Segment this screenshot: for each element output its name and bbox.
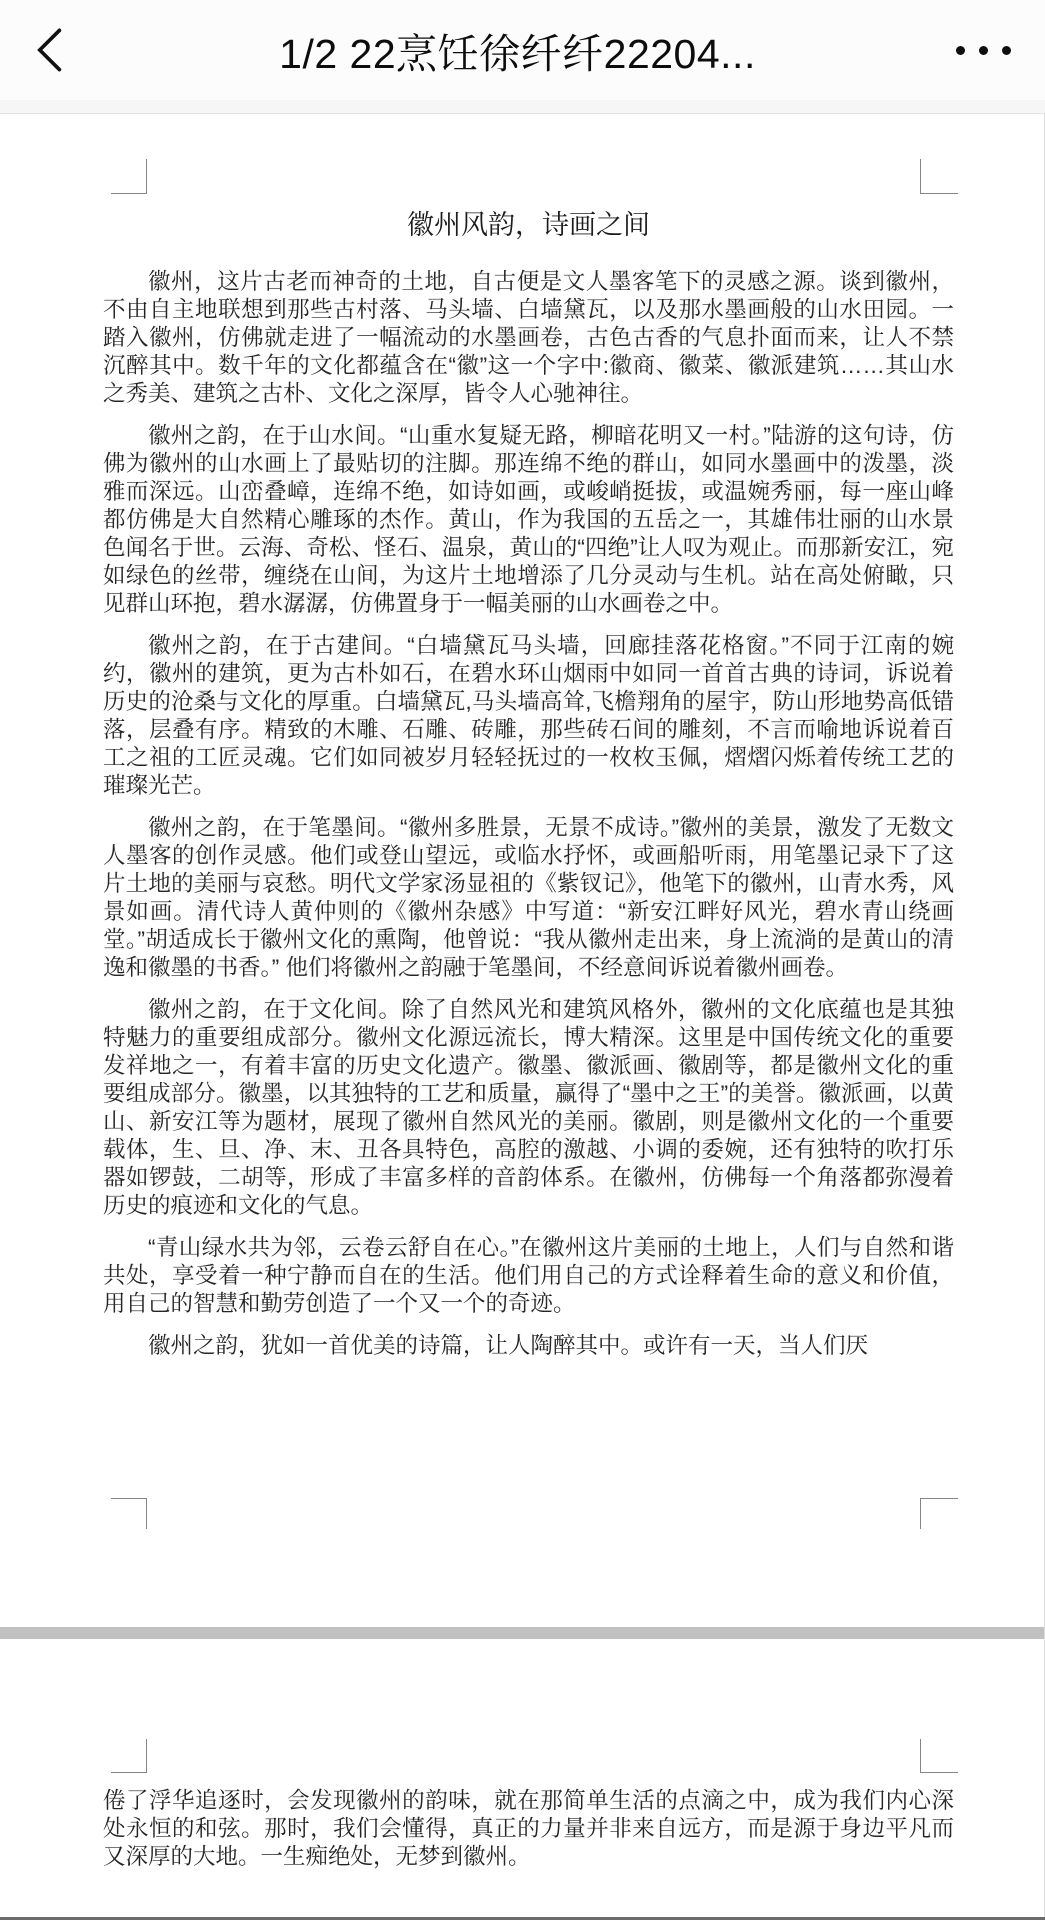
ellipsis-icon-dot bbox=[956, 46, 965, 55]
paragraph-7-truncated: 徽州之韵，犹如一首优美的诗篇，让人陶醉其中。或许有一天，当人们厌 bbox=[148, 1333, 869, 1358]
doc-title: 徽州风韵，诗画之间 bbox=[407, 210, 650, 240]
paragraph-2: 徽州之韵，在于山水间。“山重水复疑无路，柳暗花明又一村。”陆游的这句诗，仿佛为徽州的山水画上了最贴切的注脚。那连绵不绝的群山，如同水墨画中的泼墨，淡雅而深远。山峦叠嶂，连绵不绝，如诗如画，或峻峭挺拔，或温婉秀丽，每一座山峰都仿佛是大自然精心雕琢的杰作。黄山，作为我国的五岳之一，其雄伟壮丽的山水景色闻名于世。云海、奇松、怪石、温泉，黄山的“四绝”让人叹为观止。而那新安江，宛如绿色的丝带，缠绕在山间，为这片土地增添了几分灵动与生机。站在高处俯瞰，只见群山环抱，碧水潺潺，仿佛置身于一幅美丽的山水画卷之中。 bbox=[103, 423, 954, 616]
margin-mark-top-right bbox=[920, 1739, 958, 1773]
document-page-1 bbox=[0, 114, 1044, 1627]
paragraph-5: 徽州之韵，在于文化间。除了自然风光和建筑风格外，徽州的文化底蕴也是其独特魅力的重要组成部分。徽州文化源远流长，博大精深。这里是中国传统文化的重要发祥地之一，有着丰富的历史文化遗产。徽墨、徽派画、徽剧等，都是徽州文化的重要组成部分。徽墨，以其独特的工艺和质量，赢得了“墨中之王”的美誉。徽派画，以黄山、新安江等为题材，展现了徽州自然风光的美丽。徽剧，则是徽州文化的一个重要载体，生、旦、净、末、丑各具特色，高腔的激越、小调的委婉，还有独特的吹打乐器如锣鼓，二胡等，形成了丰富多样的音韵体系。在徽州，仿佛每一个角落都弥漫着历史的痕迹和文化的气息。 bbox=[103, 997, 954, 1218]
document-page-2 bbox=[0, 1639, 1044, 1920]
paragraph-3: 徽州之韵，在于古建间。“白墙黛瓦马头墙，回廊挂落花格窗。”不同于江南的婉约，徽州的建筑，更为古朴如石，在碧水环山烟雨中如同一首首古典的诗词，诉说着历史的沧桑与文化的厚重。白墙黛瓦,马头墙高耸,飞檐翔角的屋宇，防山形地势高低错落，层叠有序。精致的木雕、石雕、砖雕，那些砖石间的雕刻，不言而喻地诉说着百工之祖的工匠灵魂。它们如同被岁月轻轻抚过的一枚枚玉佩，熠熠闪烁着传统工艺的璀璨光芒。 bbox=[103, 633, 954, 798]
paragraph-7-continued: 倦了浮华追逐时，会发现徽州的韵味，就在那简单生活的点滴之中，成为我们内心深处永恒的和弦。那时，我们会懂得，真正的力量并非来自远方，而是源于身边平凡而又深厚的大地。一生痴绝处，无梦到徽州。 bbox=[103, 1788, 954, 1869]
page-separator bbox=[0, 1627, 1044, 1639]
paragraph-4: 徽州之韵，在于笔墨间。“徽州多胜景，无景不成诗。”徽州的美景，激发了无数文人墨客的创作灵感。他们或登山望远，或临水抒怀，或画船听雨，用笔墨记录下了这片土地的美丽与哀愁。明代文学家汤显祖的《紫钗记》，他笔下的徽州，山青水秀，风景如画。清代诗人黄仲则的《徽州杂感》中写道：“新安江畔好风光，碧水青山绕画堂。”胡适成长于徽州文化的熏陶，他曾说：“我从徽州走出来，身上流淌的是黄山的清逸和徽墨的书香。” 他们将徽州之韵融于笔墨间，不经意间诉说着徽州画卷。 bbox=[103, 815, 954, 980]
margin-mark-top-left bbox=[111, 159, 147, 194]
back-button[interactable] bbox=[34, 26, 104, 74]
ellipsis-icon-dot bbox=[1002, 46, 1011, 55]
header-divider bbox=[0, 100, 1045, 114]
paragraph-6: “青山绿水共为邻，云卷云舒自在心。”在徽州这片美丽的土地上，人们与自然和谐共处，享受着一种宁静而自在的生活。他们用自己的方式诠释着生命的意义和价值，用自己的智慧和勤劳创造了一个又一个的奇迹。 bbox=[103, 1235, 954, 1316]
more-menu-button[interactable] bbox=[931, 46, 1011, 55]
paragraph-1: 徽州，这片古老而神奇的土地，自古便是文人墨客笔下的灵感之源。谈到徽州，不由自主地联想到那些古村落、马头墙、白墙黛瓦，以及那水墨画般的山水田园。一踏入徽州，仿佛就走进了一幅流动的水墨画卷，古色古香的气息扑面而来，让人不禁沉醉其中。数千年的文化都蕴含在“徽”这一个字中:徽商、徽菜、徽派建筑……其山水之秀美、建筑之古朴、文化之深厚，皆令人心驰神往。 bbox=[103, 269, 954, 406]
header-document-title: 1/2 22烹饪徐纤纤22204... bbox=[279, 30, 756, 77]
margin-mark-top-right bbox=[920, 159, 958, 194]
ellipsis-icon-dot bbox=[979, 46, 988, 55]
margin-mark-top-left bbox=[111, 1739, 147, 1773]
margin-mark-bottom-left bbox=[111, 1498, 147, 1529]
document-scroll-area[interactable] bbox=[0, 114, 1045, 1920]
back-chevron-icon bbox=[34, 26, 64, 74]
app-header bbox=[0, 0, 1045, 100]
margin-mark-bottom-right bbox=[920, 1498, 958, 1529]
